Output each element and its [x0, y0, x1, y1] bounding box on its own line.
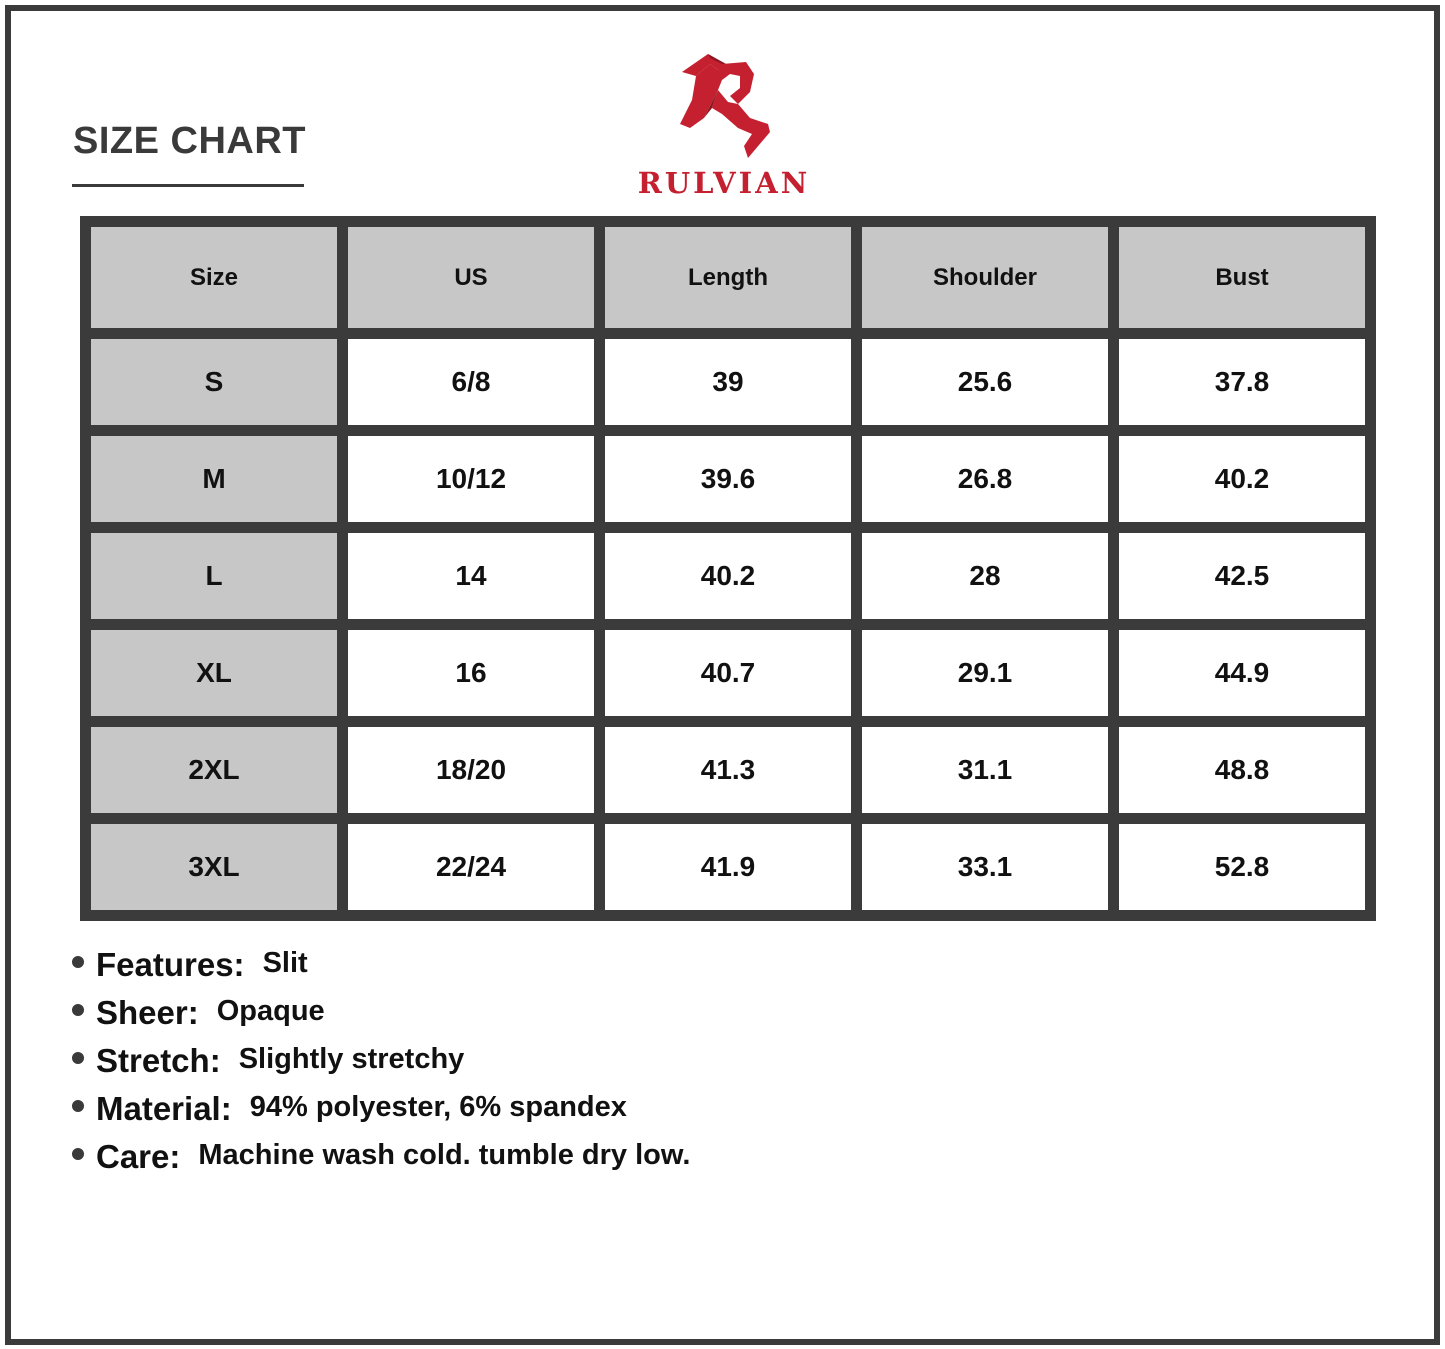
rulvian-r-logo-icon	[674, 50, 774, 162]
feature-label: Material:	[96, 1090, 232, 1127]
bust-cell: 48.8	[1119, 727, 1365, 813]
length-cell: 39	[605, 339, 851, 425]
feature-value: Machine wash cold. tumble dry low.	[198, 1139, 691, 1171]
feature-label: Stretch:	[96, 1042, 221, 1079]
feature-label: Care:	[96, 1138, 181, 1175]
shoulder-cell: 25.6	[862, 339, 1108, 425]
list-item	[72, 1042, 690, 1090]
length-cell: 40.7	[605, 630, 851, 716]
list-item	[72, 1138, 690, 1186]
length-cell: 41.3	[605, 727, 851, 813]
table-row	[91, 533, 1365, 619]
shoulder-cell: 33.1	[862, 824, 1108, 910]
column-header-us: US	[348, 227, 594, 328]
us-cell: 14	[348, 533, 594, 619]
size-cell: S	[91, 339, 337, 425]
size-cell: XL	[91, 630, 337, 716]
shoulder-cell: 26.8	[862, 436, 1108, 522]
column-header-bust: Bust	[1119, 227, 1365, 328]
bust-cell: 52.8	[1119, 824, 1365, 910]
brand-name: RULVIAN	[637, 166, 811, 200]
size-cell: M	[91, 436, 337, 522]
bullet-icon	[72, 1100, 84, 1112]
table-row	[91, 727, 1365, 813]
column-header-size: Size	[91, 227, 337, 328]
table-row	[91, 824, 1365, 910]
list-item	[72, 946, 690, 994]
size-table	[80, 216, 1376, 921]
shoulder-cell: 31.1	[862, 727, 1108, 813]
table-header-row	[91, 227, 1365, 328]
bullet-icon	[72, 1052, 84, 1064]
size-cell: 2XL	[91, 727, 337, 813]
bullet-icon	[72, 1004, 84, 1016]
table-row	[91, 436, 1365, 522]
bust-cell: 42.5	[1119, 533, 1365, 619]
size-cell: L	[91, 533, 337, 619]
feature-label: Features:	[96, 946, 245, 983]
column-header-length: Length	[605, 227, 851, 328]
title-underline	[72, 184, 304, 187]
shoulder-cell: 29.1	[862, 630, 1108, 716]
length-cell: 39.6	[605, 436, 851, 522]
bullet-icon	[72, 956, 84, 968]
feature-label: Sheer:	[96, 994, 199, 1031]
feature-value: Slightly stretchy	[238, 1043, 465, 1075]
bust-cell: 40.2	[1119, 436, 1365, 522]
size-cell: 3XL	[91, 824, 337, 910]
brand-logo	[626, 50, 822, 200]
feature-value: Opaque	[216, 995, 325, 1027]
feature-value: Slit	[262, 947, 308, 979]
list-item	[72, 1090, 690, 1138]
us-cell: 6/8	[348, 339, 594, 425]
us-cell: 10/12	[348, 436, 594, 522]
us-cell: 18/20	[348, 727, 594, 813]
shoulder-cell: 28	[862, 533, 1108, 619]
column-header-shoulder: Shoulder	[862, 227, 1108, 328]
feature-value: 94% polyester, 6% spandex	[249, 1091, 627, 1123]
features-list	[72, 946, 690, 1186]
bullet-icon	[72, 1148, 84, 1160]
bust-cell: 44.9	[1119, 630, 1365, 716]
us-cell: 16	[348, 630, 594, 716]
length-cell: 40.2	[605, 533, 851, 619]
page-title: SIZE CHART	[73, 120, 306, 162]
us-cell: 22/24	[348, 824, 594, 910]
table-row	[91, 339, 1365, 425]
table-row	[91, 630, 1365, 716]
list-item	[72, 994, 690, 1042]
bust-cell: 37.8	[1119, 339, 1365, 425]
length-cell: 41.9	[605, 824, 851, 910]
